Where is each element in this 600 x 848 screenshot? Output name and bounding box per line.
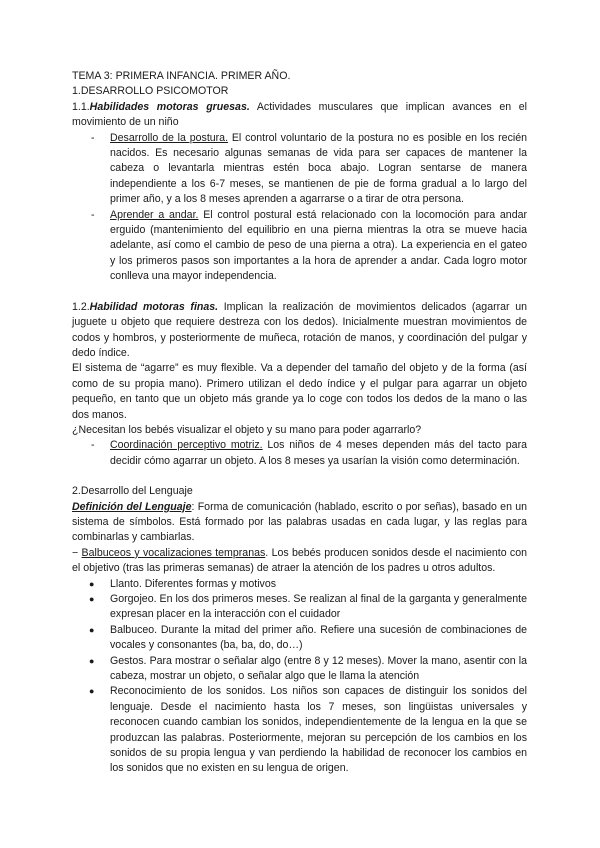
paragraph-fine-motor [72, 300, 527, 362]
list-item [72, 684, 527, 776]
list-item [72, 623, 527, 654]
document-title: TEMA 3: PRIMERA INFANCIA. PRIMER AÑO. [72, 70, 291, 82]
paragraph-question: ¿Necesitan los bebés visualizar el objeto y su mano para poder agarrarlo? [72, 423, 422, 436]
term-language-definition: Definición del Lenguaje [72, 500, 192, 513]
babbling-text: . Los bebés producen sonidos desde el nacimiento con el objetivo (tras las primeras semanas) de atraer la atención de los padres u otros adultos. [72, 546, 528, 575]
subsection-number: 1.2. [72, 300, 90, 313]
subsection-number: 1.1. [72, 100, 90, 113]
posture-text: El control voluntario de la postura no es posible en los recién nacidos. Es necesario algunas semanas de vida para ser capaces de mantener la cabeza o levantarla mientras estén boca abajo. Logran sentarse de manera independiente a los 6-7 meses, se mantienen de pie de forma gradual a lo largo del primer año, y a los 8 meses aprenden a agarrarse o a tirar de otra persona. [110, 131, 527, 206]
paragraph-grasp-system: El sistema de “agarre” es muy flexible. Va a depender del tamaño del objeto y de la forma (así como de su propia mano). Primero utilizan el dedo índice y el pulgar para agarrar un objeto pequeño, en tanto que un objeto más grande ya lo coge con todos los dedos de la mano o las dos manos. [72, 362, 527, 421]
term-perceptual-motor: Coordinación perceptivo motriz. [110, 439, 263, 452]
bullet-text: Gorgojeo. En los dos primeros meses. Se realizan al final de la garganta y generalmente expresan placer en la interacción con el cuidador [110, 593, 527, 621]
dash-marker: − [72, 546, 79, 559]
bullet-text: Gestos. Para mostrar o señalar algo (entre 8 y 12 meses). Mover la mano, asentir con la cabeza, mostrar un objeto, o señalar algo que le llama la atención [110, 654, 527, 683]
bullet-marker: ● [89, 624, 95, 635]
document-page [72, 69, 527, 777]
list-item [72, 131, 527, 208]
term-babbling: Balbuceos y vocalizaciones tempranas [81, 546, 266, 559]
bullet-marker: ● [89, 578, 95, 589]
term-walking: Aprender a andar. [110, 208, 199, 221]
gross-motor-text: Actividades musculares que implican avances en el movimiento de un niño [72, 100, 528, 129]
paragraph-babbling [72, 546, 527, 577]
dash-marker: - [91, 439, 95, 452]
fine-motor-list [72, 438, 527, 469]
bullet-marker: ● [89, 655, 95, 666]
perceptual-motor-text: Los niños de 4 meses dependen más del tacto para decidir cómo agarrar un objeto. A los 8 meses ya usarían la visión como determinación. [110, 439, 527, 467]
term-fine-motor: Habilidad motoras finas. [89, 300, 219, 313]
list-item [72, 577, 527, 592]
spacer [72, 469, 527, 484]
dash-marker: - [91, 208, 95, 221]
bullet-text: Reconocimiento de los sonidos. Los niños son capaces de distinguir los sonidos del lenguaje. Desde el nacimiento hasta los 7 meses, son lingüistas universales y reconocen cuando cambian los sonidos, independientemente de la lengua en la que se produzcan las palabras. Posteriormente, mejoran su percepción de los cambios en los sonidos de su propia lengua y van perdiendo la habilidad de reconocer los cambios en los sonidos que no existen en su lengua de origen. [110, 685, 527, 775]
bullet-marker: ● [89, 594, 95, 604]
section-heading-language: 2.Desarrollo del Lenguaje [72, 485, 193, 498]
language-bullet-list [72, 577, 527, 777]
list-item [72, 592, 527, 623]
language-definition-text: : Forma de comunicación (hablado, escrito o por señas), basado en un sistema de símbolos. Está formado por las palabras usadas en cada lugar, y las reglas para combinarlas y cambiarlas. [72, 500, 527, 544]
section-heading-psicomotor: 1.DESARROLLO PSICOMOTOR [72, 85, 229, 98]
list-item [72, 208, 527, 285]
bullet-text: Llanto. Diferentes formas y motivos [110, 577, 277, 590]
bullet-marker: ● [89, 686, 95, 697]
paragraph-language-definition [72, 500, 527, 546]
term-posture: Desarrollo de la postura. [110, 131, 229, 144]
list-item [72, 654, 527, 685]
paragraph-gross-motor [72, 100, 527, 131]
gross-motor-list [72, 131, 527, 285]
dash-marker: - [91, 131, 95, 144]
walking-text: El control postural está relacionado con la locomoción para andar erguido (mantenimiento del equilibrio en una pierna mientras la otra se mueve hacia adelante, así como el cambio de peso de una pierna a otra). La experiencia en el gateo y los primeros pasos son importantes a la hora de aprender a andar. Cada logro motor conlleva una mayor independencia. [110, 208, 527, 283]
spacer [72, 285, 527, 300]
bullet-text: Balbuceo. Durante la mitad del primer año. Refiere una sucesión de combinaciones de vocales y consonantes (ba, ba, do, do…) [110, 623, 527, 652]
term-gross-motor: Habilidades motoras gruesas. [89, 100, 250, 113]
fine-motor-text: Implican la realización de movimientos delicados (agarrar un juguete u objeto que requiere destreza con los dedos). Inicialmente muestran movimientos de codos y hombros, y posteriormente de muñeca, rotación de manos, y coordinación del pulgar y dedo índice. [72, 300, 527, 359]
list-item [72, 438, 527, 469]
